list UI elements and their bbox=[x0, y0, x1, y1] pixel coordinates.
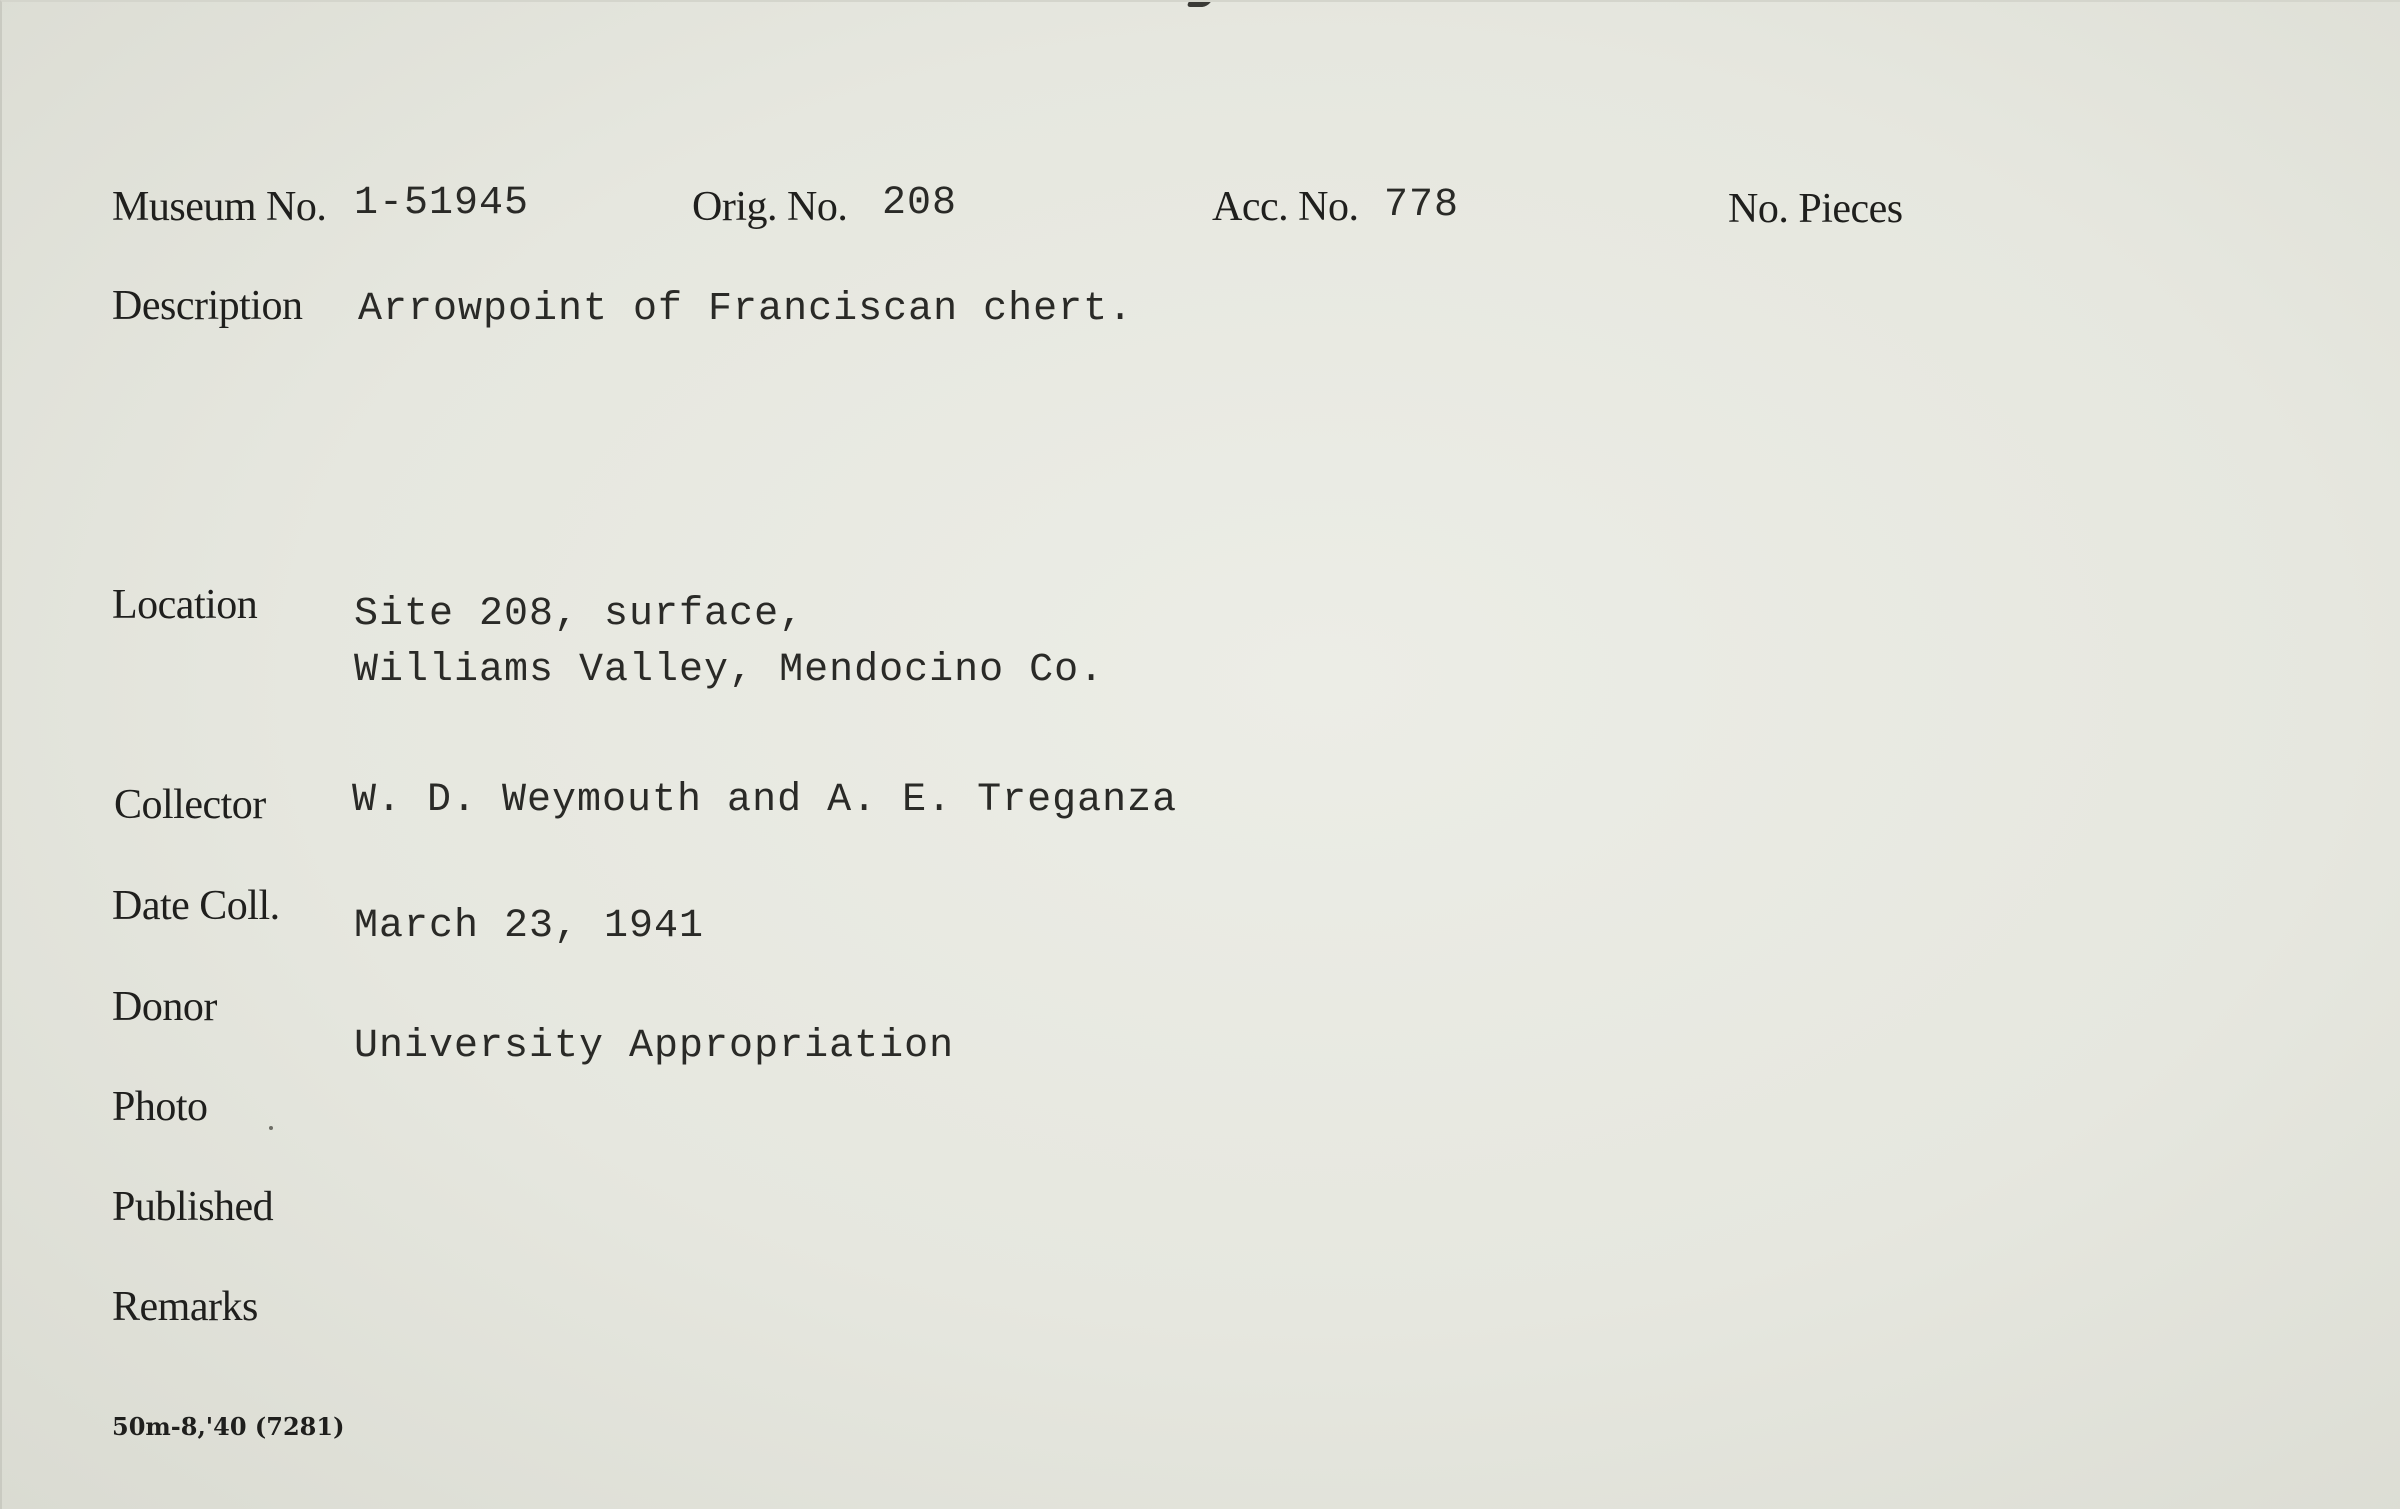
form-code: 50m-8,'40 (7281) bbox=[112, 1412, 345, 1441]
donor-label: Donor bbox=[112, 984, 217, 1030]
date-coll-value: March 23, 1941 bbox=[354, 904, 705, 949]
published-label: Published bbox=[112, 1184, 274, 1230]
orig-no-value: 208 bbox=[882, 181, 958, 226]
collector-label: Collector bbox=[114, 782, 266, 828]
location-line-1: Site 208, surface, bbox=[354, 592, 805, 637]
ink-dot bbox=[269, 1126, 273, 1130]
donor-value: University Appropriation bbox=[354, 1024, 955, 1069]
acc-no-value: 778 bbox=[1384, 183, 1460, 228]
museum-no-value: 1-51945 bbox=[354, 181, 530, 226]
no-pieces-label: No. Pieces bbox=[1728, 186, 1903, 232]
description-value: Arrowpoint of Franciscan chert. bbox=[358, 287, 1134, 332]
ink-mark bbox=[1185, 2, 1211, 7]
location-line-2: Williams Valley, Mendocino Co. bbox=[354, 648, 1105, 693]
description-label: Description bbox=[112, 283, 303, 329]
location-label: Location bbox=[112, 582, 258, 628]
museum-no-label: Museum No. bbox=[112, 184, 327, 230]
orig-no-label: Orig. No. bbox=[692, 184, 848, 230]
date-coll-label: Date Coll. bbox=[112, 883, 280, 929]
remarks-label: Remarks bbox=[112, 1284, 258, 1330]
photo-label: Photo bbox=[112, 1084, 208, 1130]
acc-no-label: Acc. No. bbox=[1212, 184, 1359, 230]
collector-value: W. D. Weymouth and A. E. Treganza bbox=[352, 778, 1178, 823]
